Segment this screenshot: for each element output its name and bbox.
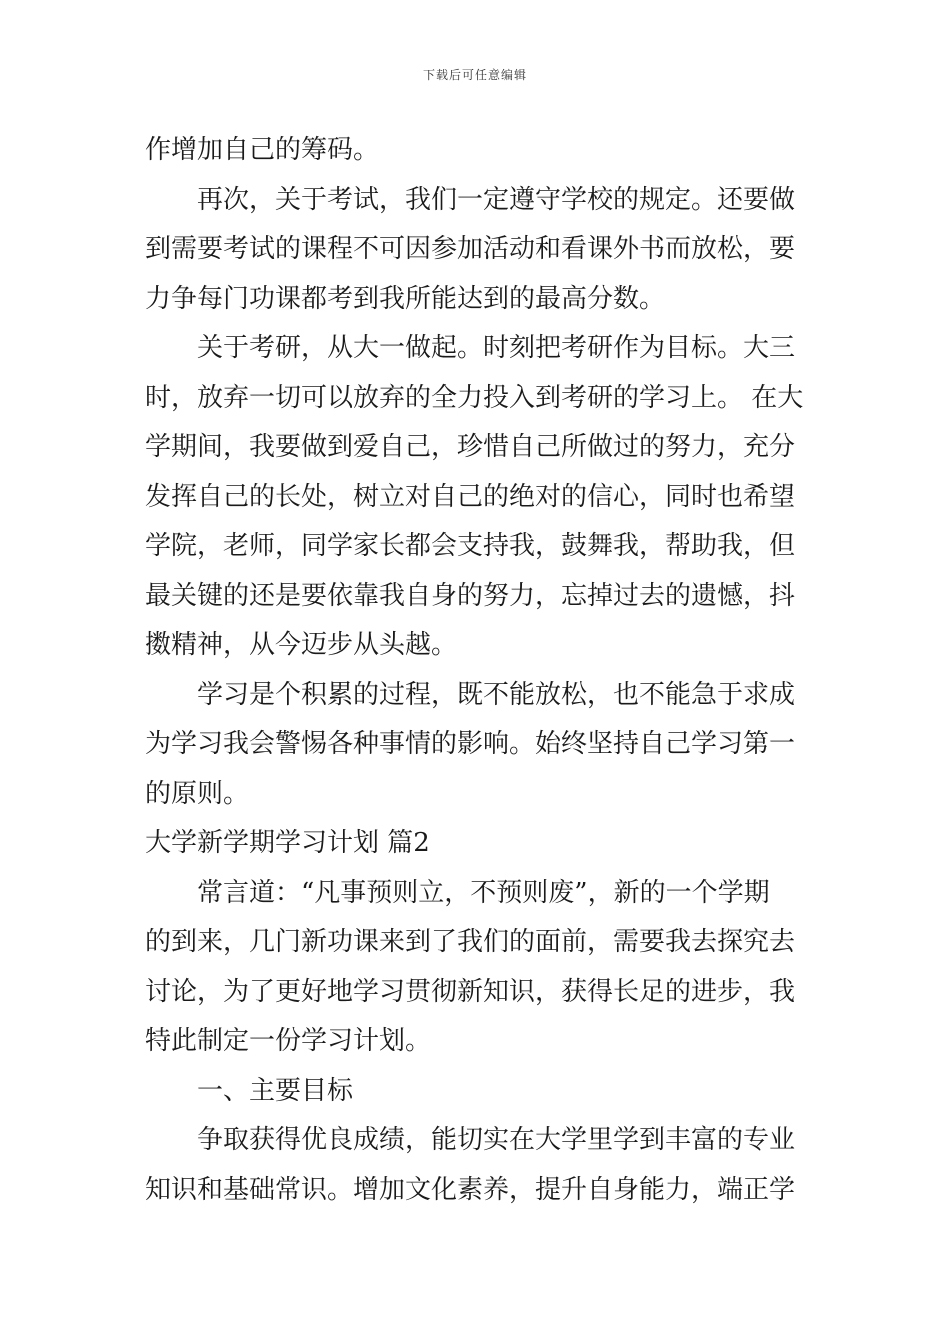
- document-body: [145, 126, 810, 1215]
- text-line: 的到来，几门新功课来到了我们的面前，需要我去探究去: [145, 927, 796, 957]
- page-header: 下载后可任意编辑: [422, 68, 527, 82]
- text-line: 学期间，我要做到爱自己，珍惜自己所做过的努力，充分: [145, 432, 796, 462]
- text-line: 学习是个积累的过程，既不能放松，也不能急于求成: [197, 679, 796, 710]
- text-line: 为学习我会警惕各种事情的影响。始终坚持自己学习第一: [145, 729, 796, 759]
- text-line: 常言道：“凡事预则立，不预则废”，新的一个学期: [197, 877, 770, 908]
- text-line: 的原则。: [145, 778, 250, 809]
- text-line: 最关键的还是要依靠我自身的努力，忘掉过去的遗憾，抖: [145, 580, 796, 611]
- section-heading: 大学新学期学习计划 篇2: [145, 828, 430, 858]
- text-line: 讨论，为了更好地学习贯彻新知识，获得长足的进步，我: [145, 976, 796, 1007]
- subsection-heading: 一、主要目标: [197, 1075, 354, 1106]
- text-line: 特此制定一份学习计划。: [145, 1026, 432, 1056]
- text-line: 再次，关于考试，我们一定遵守学校的规定。还要做: [197, 184, 796, 215]
- text-line: 时，放弃一切可以放弃的全力投入到考研的学习上。 在大: [145, 382, 804, 413]
- text-line: 争取获得优良成绩，能切实在大学里学到丰富的专业: [197, 1125, 796, 1155]
- text-line: 知识和基础常识。增加文化素养，提升自身能力，端正学: [145, 1174, 796, 1205]
- text-line: 力争每门功课都考到我所能达到的最高分数。: [145, 283, 666, 314]
- text-line: 擞精神，从今迈步从头越。: [145, 630, 458, 660]
- text-line: 作增加自己的筹码。: [145, 135, 380, 165]
- text-line: 发挥自己的长处，树立对自己的绝对的信心，同时也希望: [145, 481, 796, 512]
- text-line: 学院，老师，同学家长都会支持我，鼓舞我，帮助我，但: [145, 531, 796, 561]
- text-line: 到需要考试的课程不可因参加活动和看课外书而放松，要: [145, 234, 796, 264]
- text-line: 关于考研，从大一做起。时刻把考研作为目标。大三: [197, 333, 796, 363]
